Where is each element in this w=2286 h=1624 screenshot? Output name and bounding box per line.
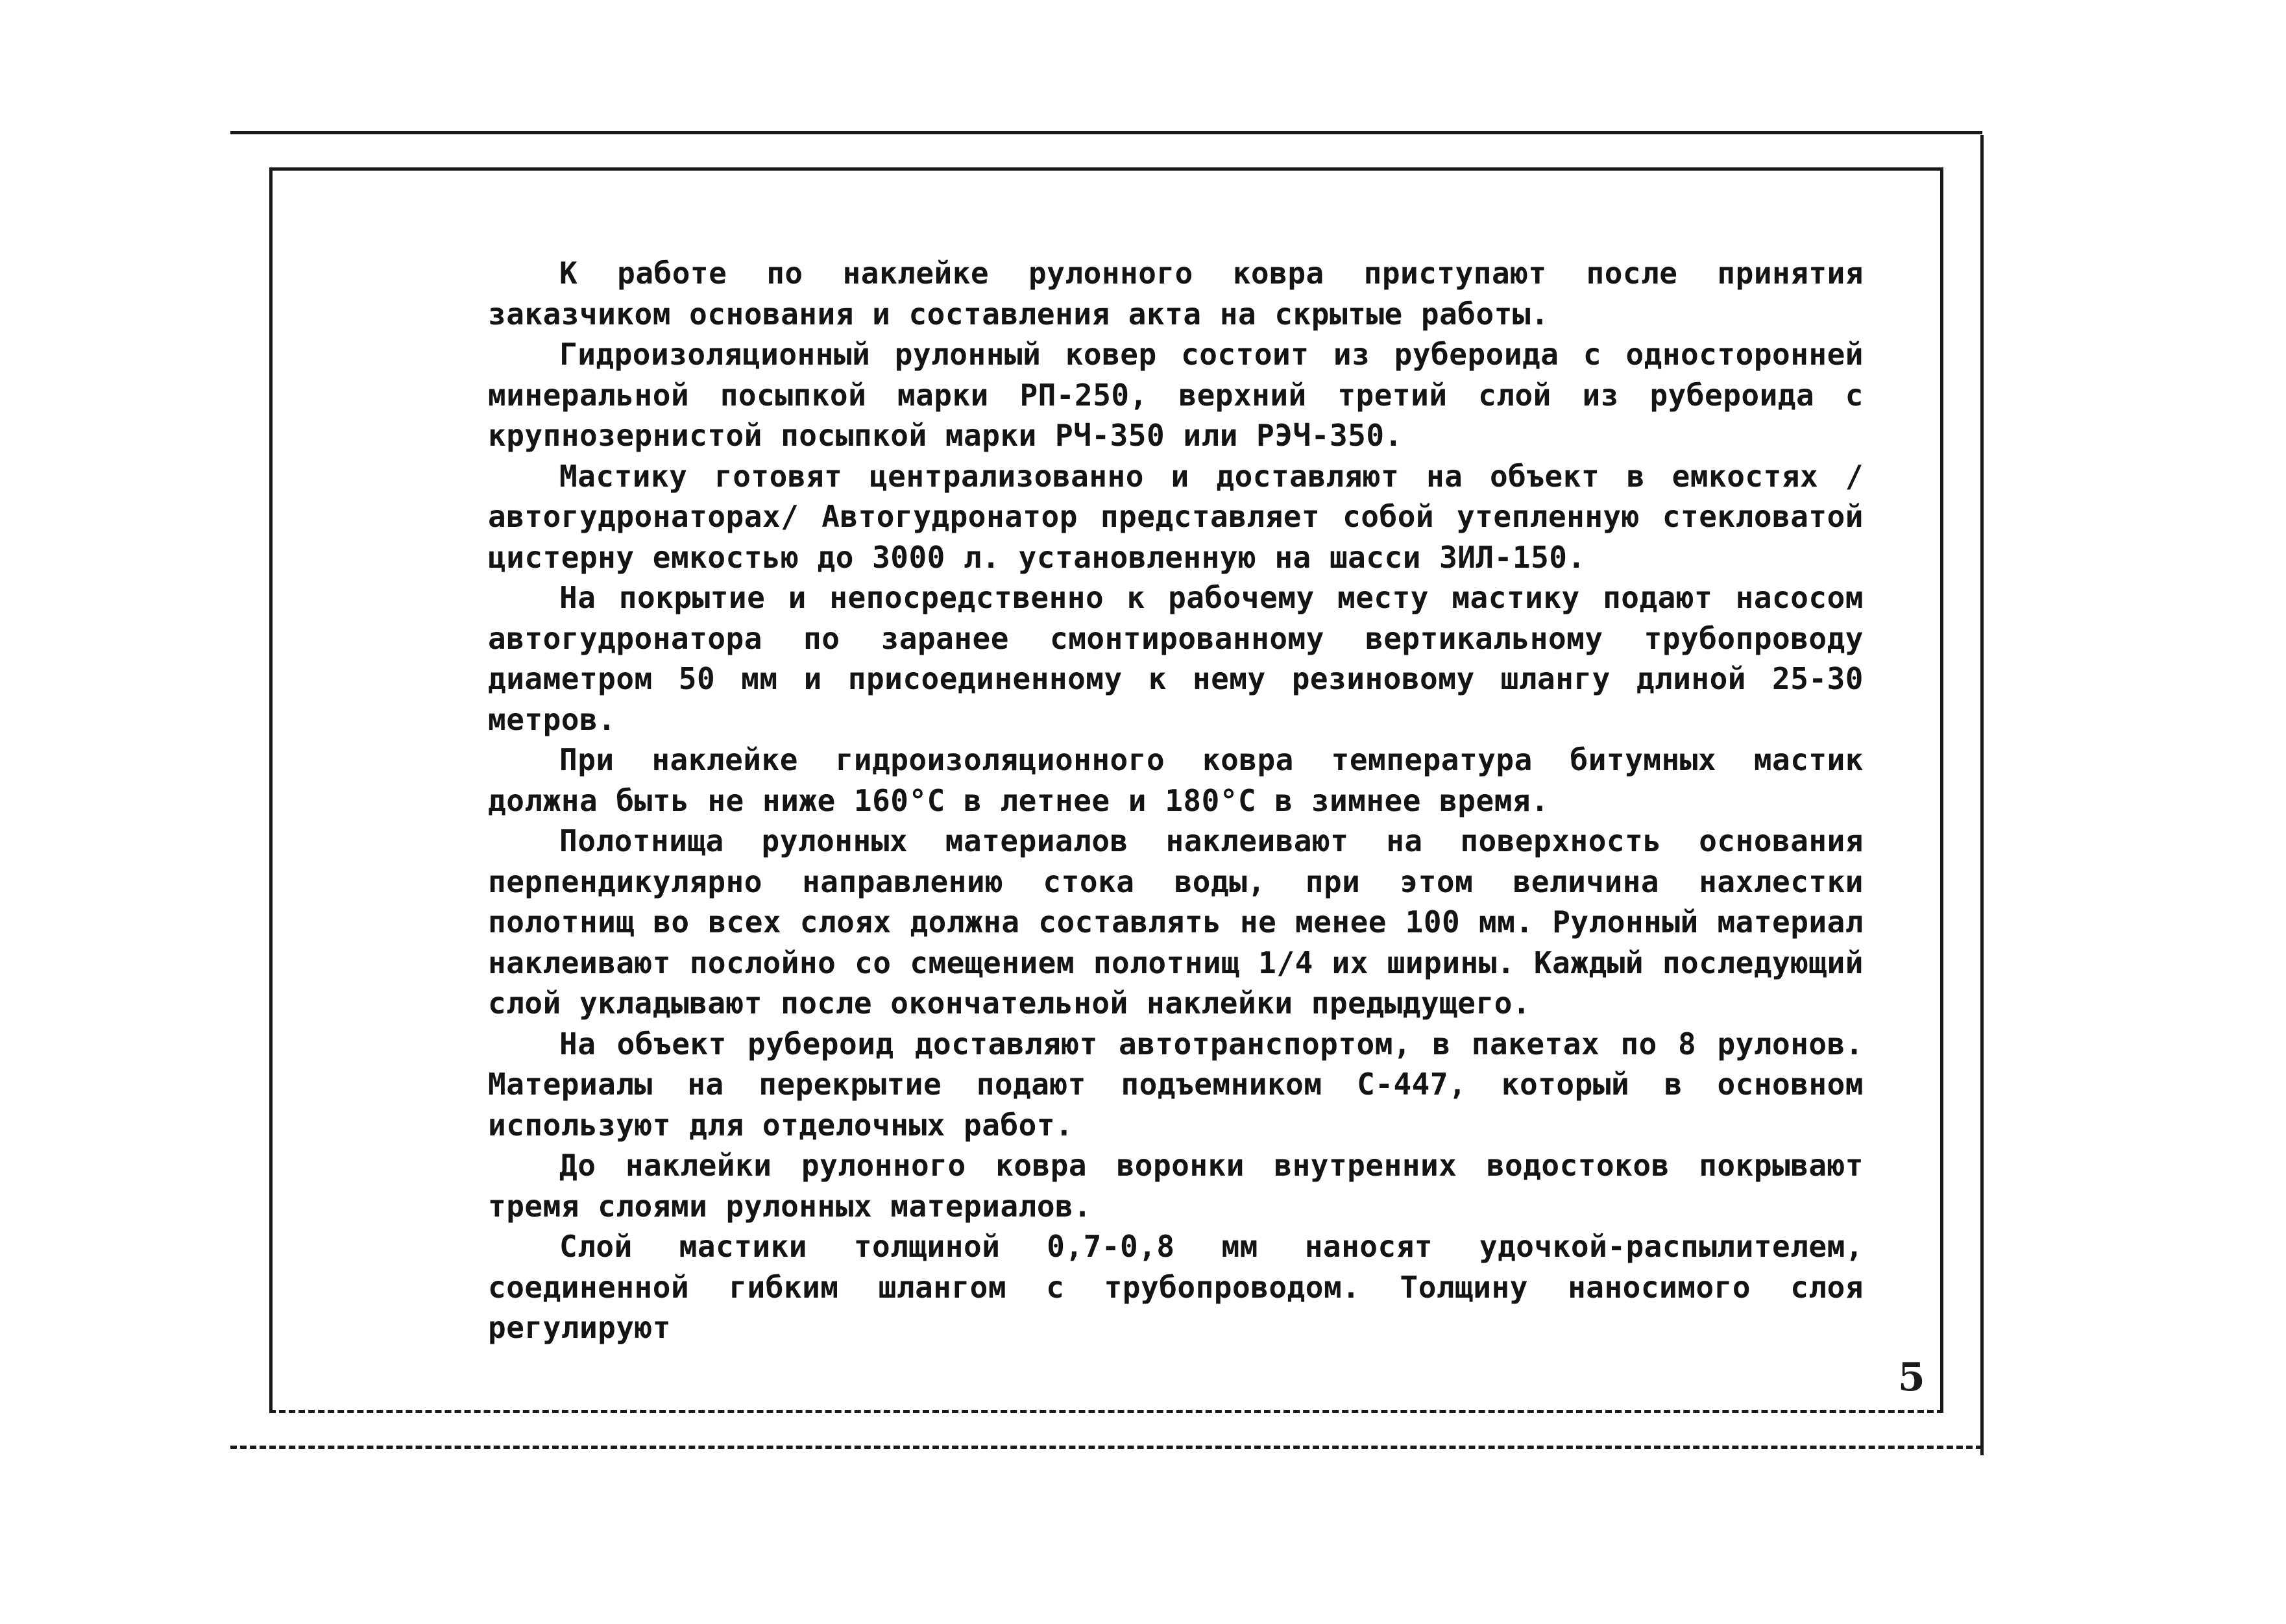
outer-frame-bottom-line bbox=[230, 1446, 1982, 1449]
paragraph: При наклейке гидроизоляционного ковра температура битумных мастик должна быть не ниже 160°С в летнее и 180°С в зимнее время. bbox=[488, 742, 1864, 818]
outer-frame-right-line bbox=[1980, 135, 1984, 1455]
paragraph: Слой мастики толщиной 0,7-0,8 мм наносят удочкой-распылителем, соединенной гибким шлангом с трубопроводом. Толщину наносимого слоя регулируют bbox=[488, 1229, 1864, 1345]
paragraph: К работе по наклейке рулонного ковра приступают после принятия заказчиком основания и составления акта на скрытые работы. bbox=[488, 256, 1864, 332]
paragraph: Мастику готовят централизованно и доставляют на объект в емкостях /автогудронаторах/ Автогудронатор представляет собой утепленную стекловатой цистерну емкостью до 3000 л. установленную на шасси ЗИЛ-150. bbox=[488, 458, 1864, 575]
paragraph: На объект рубероид доставляют автотранспортом, в пакетах по 8 рулонов. Материалы на перекрытие подают подъемником С-447, который в основном используют для отделочных работ. bbox=[488, 1026, 1864, 1143]
page-number: 5 bbox=[1898, 1355, 1925, 1400]
paragraph: До наклейки рулонного ковра воронки внутренних водостоков покрывают тремя слоями рулонных материалов. bbox=[488, 1148, 1864, 1224]
outer-frame-top-line bbox=[230, 131, 1982, 134]
document-body bbox=[488, 253, 1864, 1348]
paragraph: Полотнища рулонных материалов наклеивают на поверхность основания перпендикулярно направлению стока воды, при этом величина нахлестки полотнищ во всех слоях должна составлять не менее 100 мм. Рулонный материал наклеивают послойно со смещением полотнищ 1/4 их ширины. Каждый последующий слой укладывают после окончательной наклейки предыдущего. bbox=[488, 823, 1864, 1021]
paragraph: На покрытие и непосредственно к рабочему месту мастику подают насосом автогудронатора по заранее смонтированному вертикальному трубопроводу диаметром 50 мм и присоединенному к нему резиновому шлангу длиной 25-30 метров. bbox=[488, 580, 1864, 737]
paragraph: Гидроизоляционный рулонный ковер состоит из рубероида с односторонней минеральной посыпкой марки РП-250, верхний третий слой из рубероида с крупнозернистой посыпкой марки РЧ-350 или РЭЧ-350. bbox=[488, 337, 1864, 453]
